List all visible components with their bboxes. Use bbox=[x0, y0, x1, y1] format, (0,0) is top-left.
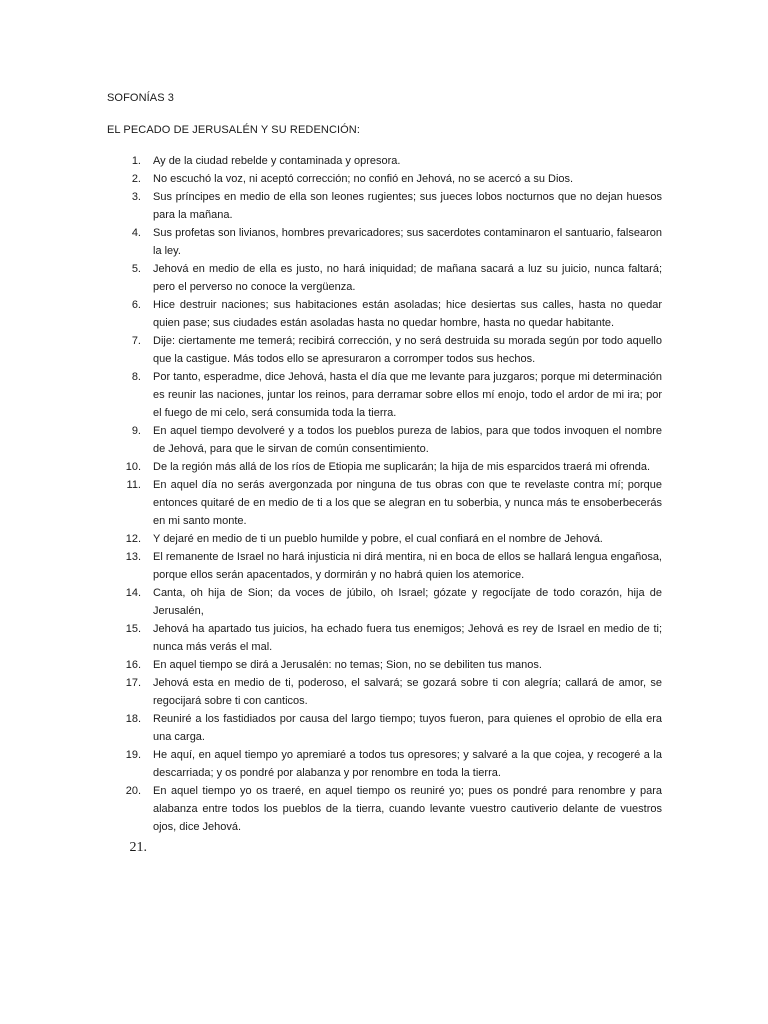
list-item bbox=[107, 548, 662, 584]
list-item bbox=[107, 368, 662, 422]
list-item bbox=[107, 332, 662, 368]
verse-text: Hice destruir naciones; sus habitaciones están asoladas; hice desiertas sus calles, hasta no quedar quien pase; sus ciudades están asoladas hasta no quedar hombre, hasta no quedar habitante. bbox=[153, 299, 662, 329]
verse-number: 8. bbox=[131, 371, 141, 383]
list-item bbox=[107, 746, 662, 782]
list-item bbox=[107, 224, 662, 260]
list-item bbox=[107, 674, 662, 710]
verse-number: 13. bbox=[125, 551, 141, 563]
verse-number: 12. bbox=[125, 533, 141, 545]
verse-text: Sus profetas son livianos, hombres prevaricadores; sus sacerdotes contaminaron el santuario, falsearon la ley. bbox=[153, 227, 662, 257]
list-item bbox=[107, 530, 662, 548]
verse-number: 4. bbox=[131, 227, 141, 239]
verse-text: Jehová esta en medio de ti, poderoso, el salvará; se gozará sobre ti con alegría; callará de amor, se regocijará sobre ti con canticos. bbox=[153, 677, 662, 707]
list-item bbox=[107, 296, 662, 332]
verse-number: 16. bbox=[125, 659, 141, 671]
verse-number: 17. bbox=[125, 677, 141, 689]
verse-number: 9. bbox=[131, 425, 141, 437]
page-title: SOFONÍAS 3 bbox=[107, 92, 175, 104]
list-item bbox=[107, 710, 662, 746]
verse-text: El remanente de Israel no hará injusticia ni dirá mentira, ni en boca de ellos se hallará lengua engañosa, porque ellos serán apacentados, y dormirán y no habrá quien los atemorice. bbox=[153, 551, 662, 581]
verse-text: No escuchó la voz, ni aceptó corrección; no confió en Jehová, no se acercó a su Dios. bbox=[153, 173, 574, 185]
verse-number: 5. bbox=[131, 263, 141, 275]
verse-text: Jehová en medio de ella es justo, no hará iniquidad; de mañana sacará a luz su juicio, nunca faltará; pero el perverso no conoce la vergüenza. bbox=[153, 263, 662, 293]
list-item bbox=[107, 458, 662, 476]
verse-number: 15. bbox=[125, 623, 141, 635]
verse-text: Por tanto, esperadme, dice Jehová, hasta el día que me levante para juzgaros; porque mi determinación es reunir las naciones, juntar los reinos, para derramar sobre ellos mí enojo, todo el ardor de mi ira; por el fuego de mi celo, será consumida toda la tierra. bbox=[153, 371, 662, 419]
section-heading: EL PECADO DE JERUSALÉN Y SU REDENCIÓN: bbox=[107, 124, 360, 136]
list-item bbox=[107, 422, 662, 458]
verse-text: En aquel tiempo devolveré y a todos los pueblos pureza de labios, para que todos invoquen el nombre de Jehová, para que le sirvan de común consentimiento. bbox=[153, 425, 662, 455]
verse-number: 3. bbox=[131, 191, 141, 203]
verse-number: 21. bbox=[129, 840, 147, 855]
list-item bbox=[107, 152, 662, 170]
list-item bbox=[107, 584, 662, 620]
verse-text: En aquel día no serás avergonzada por ninguna de tus obras con que te revelaste contra mí; porque entonces quitaré de en medio de ti a los que se alegran en tu soberbia, y nunca más te ensoberbecerás en mi santo monte. bbox=[153, 479, 662, 527]
verse-number: 2. bbox=[131, 173, 141, 185]
verse-number: 11. bbox=[126, 479, 141, 491]
verse-list bbox=[107, 152, 662, 855]
list-item bbox=[107, 620, 662, 656]
verse-number: 6. bbox=[131, 299, 141, 311]
verse-text: Ay de la ciudad rebelde y contaminada y opresora. bbox=[153, 155, 401, 167]
verse-text: Y dejaré en medio de ti un pueblo humilde y pobre, el cual confiará en el nombre de Jehová. bbox=[153, 533, 603, 545]
verse-text: Dije: ciertamente me temerá; recibirá corrección, y no será destruida su morada según por todo aquello que la castigue. Más todos ello se apresuraron a corromper todos sus hechos. bbox=[153, 335, 662, 365]
list-item bbox=[107, 476, 662, 530]
verse-number: 14. bbox=[125, 587, 141, 599]
verse-text: Sus príncipes en medio de ella son leones rugientes; sus jueces lobos nocturnos que no dejan huesos para la mañana. bbox=[153, 191, 662, 221]
verse-number: 20. bbox=[125, 785, 141, 797]
verse-text: Canta, oh hija de Sion; da voces de júbilo, oh Israel; gózate y regocíjate de todo corazón, hija de Jerusalén, bbox=[153, 587, 662, 617]
list-item bbox=[107, 782, 662, 836]
verse-number: 1. bbox=[131, 155, 141, 167]
verse-number: 18. bbox=[125, 713, 141, 725]
verse-text: He aquí, en aquel tiempo yo apremiaré a todos tus opresores; y salvaré a la que cojea, y recogeré a la descarriada; y os pondré por alabanza y por renombre en toda la tierra. bbox=[153, 749, 662, 779]
verse-text: Jehová ha apartado tus juicios, ha echado fuera tus enemigos; Jehová es rey de Israel en medio de ti; nunca más verás el mal. bbox=[153, 623, 662, 653]
verse-number: 10. bbox=[125, 461, 141, 473]
list-item bbox=[107, 188, 662, 224]
list-item bbox=[107, 170, 662, 188]
list-item bbox=[107, 260, 662, 296]
verse-number: 7. bbox=[131, 335, 141, 347]
list-item bbox=[107, 656, 662, 674]
verse-number: 19. bbox=[125, 749, 141, 761]
verse-text: En aquel tiempo yo os traeré, en aquel tiempo os reuniré yo; pues os pondré para renombre y para alabanza entre todos los pueblos de la tierra, cuando levante vuestro cautiverio delante de vuestros ojos, dice Jehová. bbox=[153, 785, 662, 833]
verse-text: En aquel tiempo se dirá a Jerusalén: no temas; Sion, no se debiliten tus manos. bbox=[153, 659, 542, 671]
verse-text: Reuniré a los fastidiados por causa del largo tiempo; tuyos fueron, para quienes el oprobio de ella era una carga. bbox=[153, 713, 662, 743]
verse-text: De la región más allá de los ríos de Etiopia me suplicarán; la hija de mis esparcidos traerá mi ofrenda. bbox=[153, 461, 651, 473]
